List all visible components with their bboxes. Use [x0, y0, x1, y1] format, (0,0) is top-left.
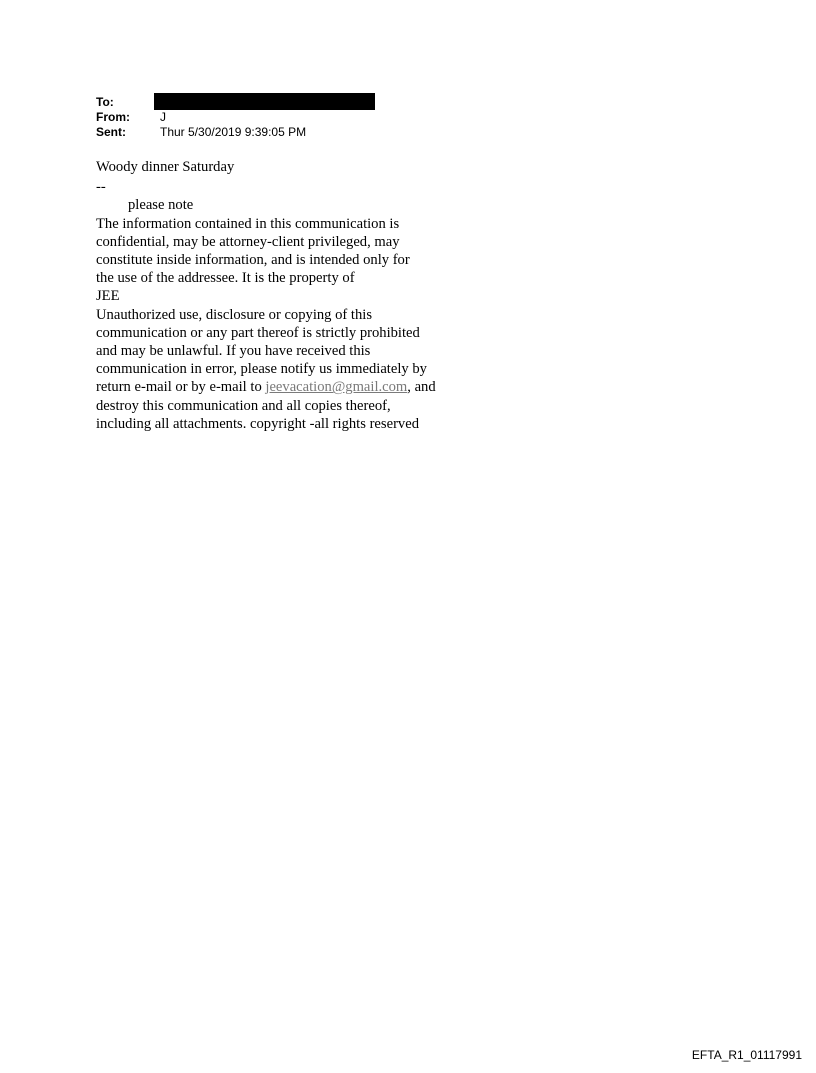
disclaimer-line: Unauthorized use, disclosure or copying of this	[96, 306, 373, 323]
email-link[interactable]: jeevacation@gmail.com	[265, 379, 408, 396]
to-row	[96, 95, 375, 110]
sent-label: Sent:	[96, 125, 126, 139]
message-subject: Woody dinner Saturday	[96, 159, 235, 175]
document-id: EFTA_R1_01117991	[691, 1048, 802, 1062]
disclaimer-line: constitute inside information, and is intended only for	[96, 252, 410, 269]
disclaimer-line: The information contained in this communication is	[96, 215, 400, 232]
from-value: J	[160, 110, 166, 124]
from-row	[96, 110, 375, 125]
disclaimer-line: confidential, may be attorney-client privileged, may	[96, 233, 400, 250]
email-line-suffix: , and	[407, 379, 436, 396]
disclaimer-line: including all attachments. copyright -all rights reserved	[96, 415, 419, 432]
please-note-heading: please note	[128, 197, 194, 214]
email-body	[96, 158, 496, 433]
disclaimer-line: and may be unlawful. If you have received this	[96, 343, 371, 360]
disclaimer-line: destroy this communication and all copies thereof,	[96, 397, 391, 414]
disclaimer-line: communication in error, please notify us immediately by	[96, 361, 427, 378]
email-header	[96, 95, 375, 140]
disclaimer-line-email	[96, 378, 496, 396]
email-line-prefix: return e-mail or by e-mail to	[96, 379, 266, 396]
disclaimer-text-block-end	[96, 397, 496, 433]
sent-row	[96, 125, 375, 140]
disclaimer-line: the use of the addressee. It is the property of	[96, 270, 355, 287]
disclaimer-line: JEE	[96, 288, 120, 305]
sent-value: Thur 5/30/2019 9:39:05 PM	[160, 125, 307, 139]
from-label: From:	[96, 110, 130, 124]
redaction-bar	[154, 93, 375, 110]
signature-separator: --	[96, 179, 106, 196]
disclaimer-text-block	[96, 215, 496, 379]
to-label: To:	[96, 95, 114, 109]
disclaimer-line: communication or any part thereof is strictly prohibited	[96, 324, 420, 341]
